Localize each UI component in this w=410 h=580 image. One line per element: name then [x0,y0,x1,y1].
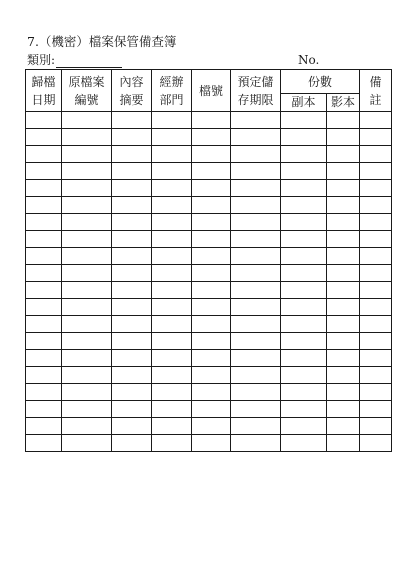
cell-handling-dept[interactable] [152,418,192,435]
cell-original-file-number[interactable] [62,214,112,231]
cell-summary[interactable] [112,112,152,129]
cell-retention-period[interactable] [231,435,281,452]
cell-copies-photocopy[interactable] [327,180,360,197]
cell-summary[interactable] [112,265,152,282]
page-title: 7.（機密）檔案保管備查簿 [27,34,177,49]
cell-copies-photocopy[interactable] [327,418,360,435]
cell-copies-duplicate[interactable] [281,163,327,180]
cell-file-number[interactable] [192,435,231,452]
cell-return-date[interactable] [26,112,62,129]
header-copies-photocopy: 影本 [327,94,360,112]
table-row [26,418,392,435]
cell-copies-duplicate[interactable] [281,418,327,435]
cell-file-number[interactable] [192,214,231,231]
cell-return-date[interactable] [26,180,62,197]
cell-remarks[interactable] [360,384,392,401]
cell-remarks[interactable] [360,333,392,350]
cell-remarks[interactable] [360,180,392,197]
cell-summary[interactable] [112,282,152,299]
cell-handling-dept[interactable] [152,401,192,418]
table-row [26,435,392,452]
cell-retention-period[interactable] [231,214,281,231]
cell-original-file-number[interactable] [62,248,112,265]
cell-file-number[interactable] [192,418,231,435]
header-file-number: 檔號 [192,70,231,112]
cell-file-number[interactable] [192,316,231,333]
cell-handling-dept[interactable] [152,180,192,197]
cell-return-date[interactable] [26,350,62,367]
table-row [26,316,392,333]
cell-copies-duplicate[interactable] [281,316,327,333]
cell-handling-dept[interactable] [152,299,192,316]
category-blank-line[interactable] [56,55,122,68]
cell-file-number[interactable] [192,231,231,248]
cell-return-date[interactable] [26,384,62,401]
cell-return-date[interactable] [26,214,62,231]
cell-copies-duplicate[interactable] [281,180,327,197]
cell-remarks[interactable] [360,316,392,333]
cell-summary[interactable] [112,418,152,435]
cell-copies-duplicate[interactable] [281,197,327,214]
cell-original-file-number[interactable] [62,333,112,350]
cell-remarks[interactable] [360,299,392,316]
cell-original-file-number[interactable] [62,299,112,316]
cell-copies-photocopy[interactable] [327,231,360,248]
cell-handling-dept[interactable] [152,316,192,333]
cell-copies-duplicate[interactable] [281,129,327,146]
cell-copies-photocopy[interactable] [327,265,360,282]
cell-return-date[interactable] [26,316,62,333]
cell-handling-dept[interactable] [152,384,192,401]
cell-original-file-number[interactable] [62,180,112,197]
cell-copies-duplicate[interactable] [281,231,327,248]
cell-retention-period[interactable] [231,418,281,435]
cell-retention-period[interactable] [231,248,281,265]
table-row [26,146,392,163]
cell-retention-period[interactable] [231,146,281,163]
cell-handling-dept[interactable] [152,214,192,231]
cell-return-date[interactable] [26,163,62,180]
cell-handling-dept[interactable] [152,146,192,163]
cell-copies-duplicate[interactable] [281,248,327,265]
cell-file-number[interactable] [192,350,231,367]
cell-retention-period[interactable] [231,112,281,129]
cell-summary[interactable] [112,180,152,197]
cell-retention-period[interactable] [231,282,281,299]
cell-original-file-number[interactable] [62,231,112,248]
cell-remarks[interactable] [360,197,392,214]
cell-return-date[interactable] [26,265,62,282]
cell-handling-dept[interactable] [152,248,192,265]
cell-retention-period[interactable] [231,163,281,180]
cell-handling-dept[interactable] [152,112,192,129]
header-summary: 內容摘要 [112,70,152,112]
table-row [26,265,392,282]
cell-original-file-number[interactable] [62,367,112,384]
cell-handling-dept[interactable] [152,163,192,180]
header-copies: 份數 [281,70,360,94]
cell-return-date[interactable] [26,333,62,350]
cell-copies-photocopy[interactable] [327,384,360,401]
cell-copies-photocopy[interactable] [327,112,360,129]
cell-file-number[interactable] [192,401,231,418]
table-row [26,180,392,197]
table-row [26,384,392,401]
cell-retention-period[interactable] [231,367,281,384]
cell-copies-photocopy[interactable] [327,401,360,418]
cell-return-date[interactable] [26,197,62,214]
cell-summary[interactable] [112,401,152,418]
table-row [26,214,392,231]
cell-retention-period[interactable] [231,316,281,333]
header-copies-duplicate: 副本 [281,94,327,112]
cell-file-number[interactable] [192,197,231,214]
cell-return-date[interactable] [26,435,62,452]
cell-return-date[interactable] [26,418,62,435]
cell-file-number[interactable] [192,282,231,299]
table-row [26,333,392,350]
cell-return-date[interactable] [26,146,62,163]
cell-remarks[interactable] [360,146,392,163]
cell-file-number[interactable] [192,129,231,146]
cell-remarks[interactable] [360,435,392,452]
table-row [26,282,392,299]
cell-summary[interactable] [112,367,152,384]
cell-copies-photocopy[interactable] [327,350,360,367]
cell-remarks[interactable] [360,214,392,231]
cell-return-date[interactable] [26,248,62,265]
cell-copies-duplicate[interactable] [281,350,327,367]
cell-retention-period[interactable] [231,231,281,248]
table-row [26,163,392,180]
register-table [25,69,392,452]
cell-original-file-number[interactable] [62,146,112,163]
cell-original-file-number[interactable] [62,316,112,333]
cell-original-file-number[interactable] [62,350,112,367]
header-remarks: 備註 [360,70,392,112]
cell-copies-duplicate[interactable] [281,146,327,163]
table-row [26,197,392,214]
cell-file-number[interactable] [192,112,231,129]
cell-original-file-number[interactable] [62,401,112,418]
cell-original-file-number[interactable] [62,435,112,452]
table-body [26,112,392,452]
cell-retention-period[interactable] [231,299,281,316]
cell-file-number[interactable] [192,367,231,384]
cell-summary[interactable] [112,316,152,333]
cell-remarks[interactable] [360,265,392,282]
table-row [26,350,392,367]
cell-copies-photocopy[interactable] [327,435,360,452]
cell-handling-dept[interactable] [152,129,192,146]
cell-summary[interactable] [112,299,152,316]
cell-file-number[interactable] [192,146,231,163]
cell-remarks[interactable] [360,163,392,180]
cell-return-date[interactable] [26,129,62,146]
cell-remarks[interactable] [360,282,392,299]
cell-copies-duplicate[interactable] [281,214,327,231]
cell-copies-photocopy[interactable] [327,146,360,163]
cell-remarks[interactable] [360,401,392,418]
cell-original-file-number[interactable] [62,418,112,435]
cell-summary[interactable] [112,333,152,350]
cell-summary[interactable] [112,231,152,248]
cell-return-date[interactable] [26,401,62,418]
cell-copies-duplicate[interactable] [281,384,327,401]
cell-handling-dept[interactable] [152,333,192,350]
cell-copies-photocopy[interactable] [327,197,360,214]
cell-copies-duplicate[interactable] [281,265,327,282]
cell-remarks[interactable] [360,367,392,384]
cell-copies-photocopy[interactable] [327,163,360,180]
cell-remarks[interactable] [360,129,392,146]
table-row [26,367,392,384]
header-handling-dept: 經辦部門 [152,70,192,112]
cell-retention-period[interactable] [231,129,281,146]
cell-summary[interactable] [112,384,152,401]
cell-remarks[interactable] [360,231,392,248]
cell-summary[interactable] [112,129,152,146]
cell-original-file-number[interactable] [62,384,112,401]
cell-handling-dept[interactable] [152,350,192,367]
cell-original-file-number[interactable] [62,163,112,180]
cell-file-number[interactable] [192,299,231,316]
cell-copies-photocopy[interactable] [327,282,360,299]
cell-retention-period[interactable] [231,350,281,367]
cell-copies-duplicate[interactable] [281,282,327,299]
cell-handling-dept[interactable] [152,265,192,282]
cell-file-number[interactable] [192,248,231,265]
table-row [26,231,392,248]
header-retention-period: 預定儲存期限 [231,70,281,112]
cell-return-date[interactable] [26,299,62,316]
cell-handling-dept[interactable] [152,367,192,384]
table-row [26,129,392,146]
cell-copies-photocopy[interactable] [327,299,360,316]
cell-copies-photocopy[interactable] [327,248,360,265]
table-row [26,248,392,265]
cell-summary[interactable] [112,197,152,214]
cell-remarks[interactable] [360,350,392,367]
category-label: 類別: [27,53,56,67]
cell-retention-period[interactable] [231,401,281,418]
cell-return-date[interactable] [26,367,62,384]
cell-file-number[interactable] [192,384,231,401]
cell-retention-period[interactable] [231,384,281,401]
cell-retention-period[interactable] [231,333,281,350]
cell-remarks[interactable] [360,248,392,265]
cell-original-file-number[interactable] [62,282,112,299]
cell-copies-photocopy[interactable] [327,316,360,333]
cell-copies-duplicate[interactable] [281,333,327,350]
cell-file-number[interactable] [192,163,231,180]
cell-summary[interactable] [112,214,152,231]
cell-copies-photocopy[interactable] [327,129,360,146]
serial-number-label: No. [298,53,320,67]
cell-copies-duplicate[interactable] [281,435,327,452]
cell-copies-duplicate[interactable] [281,401,327,418]
cell-handling-dept[interactable] [152,282,192,299]
cell-summary[interactable] [112,163,152,180]
cell-return-date[interactable] [26,231,62,248]
cell-retention-period[interactable] [231,197,281,214]
cell-original-file-number[interactable] [62,265,112,282]
cell-summary[interactable] [112,350,152,367]
cell-handling-dept[interactable] [152,197,192,214]
cell-return-date[interactable] [26,282,62,299]
table-row [26,112,392,129]
cell-file-number[interactable] [192,333,231,350]
table-row [26,299,392,316]
cell-file-number[interactable] [192,265,231,282]
cell-copies-photocopy[interactable] [327,333,360,350]
cell-original-file-number[interactable] [62,112,112,129]
cell-handling-dept[interactable] [152,231,192,248]
table-row [26,401,392,418]
cell-original-file-number[interactable] [62,129,112,146]
cell-summary[interactable] [112,435,152,452]
cell-handling-dept[interactable] [152,435,192,452]
cell-file-number[interactable] [192,180,231,197]
cell-copies-photocopy[interactable] [327,214,360,231]
cell-summary[interactable] [112,146,152,163]
cell-summary[interactable] [112,248,152,265]
cell-remarks[interactable] [360,112,392,129]
cell-retention-period[interactable] [231,265,281,282]
cell-remarks[interactable] [360,418,392,435]
category-field [27,53,122,68]
cell-retention-period[interactable] [231,180,281,197]
header-original-file-number: 原檔案編號 [62,70,112,112]
cell-copies-duplicate[interactable] [281,299,327,316]
cell-copies-duplicate[interactable] [281,112,327,129]
cell-copies-duplicate[interactable] [281,367,327,384]
header-return-date: 歸檔日期 [26,70,62,112]
cell-original-file-number[interactable] [62,197,112,214]
cell-copies-photocopy[interactable] [327,367,360,384]
